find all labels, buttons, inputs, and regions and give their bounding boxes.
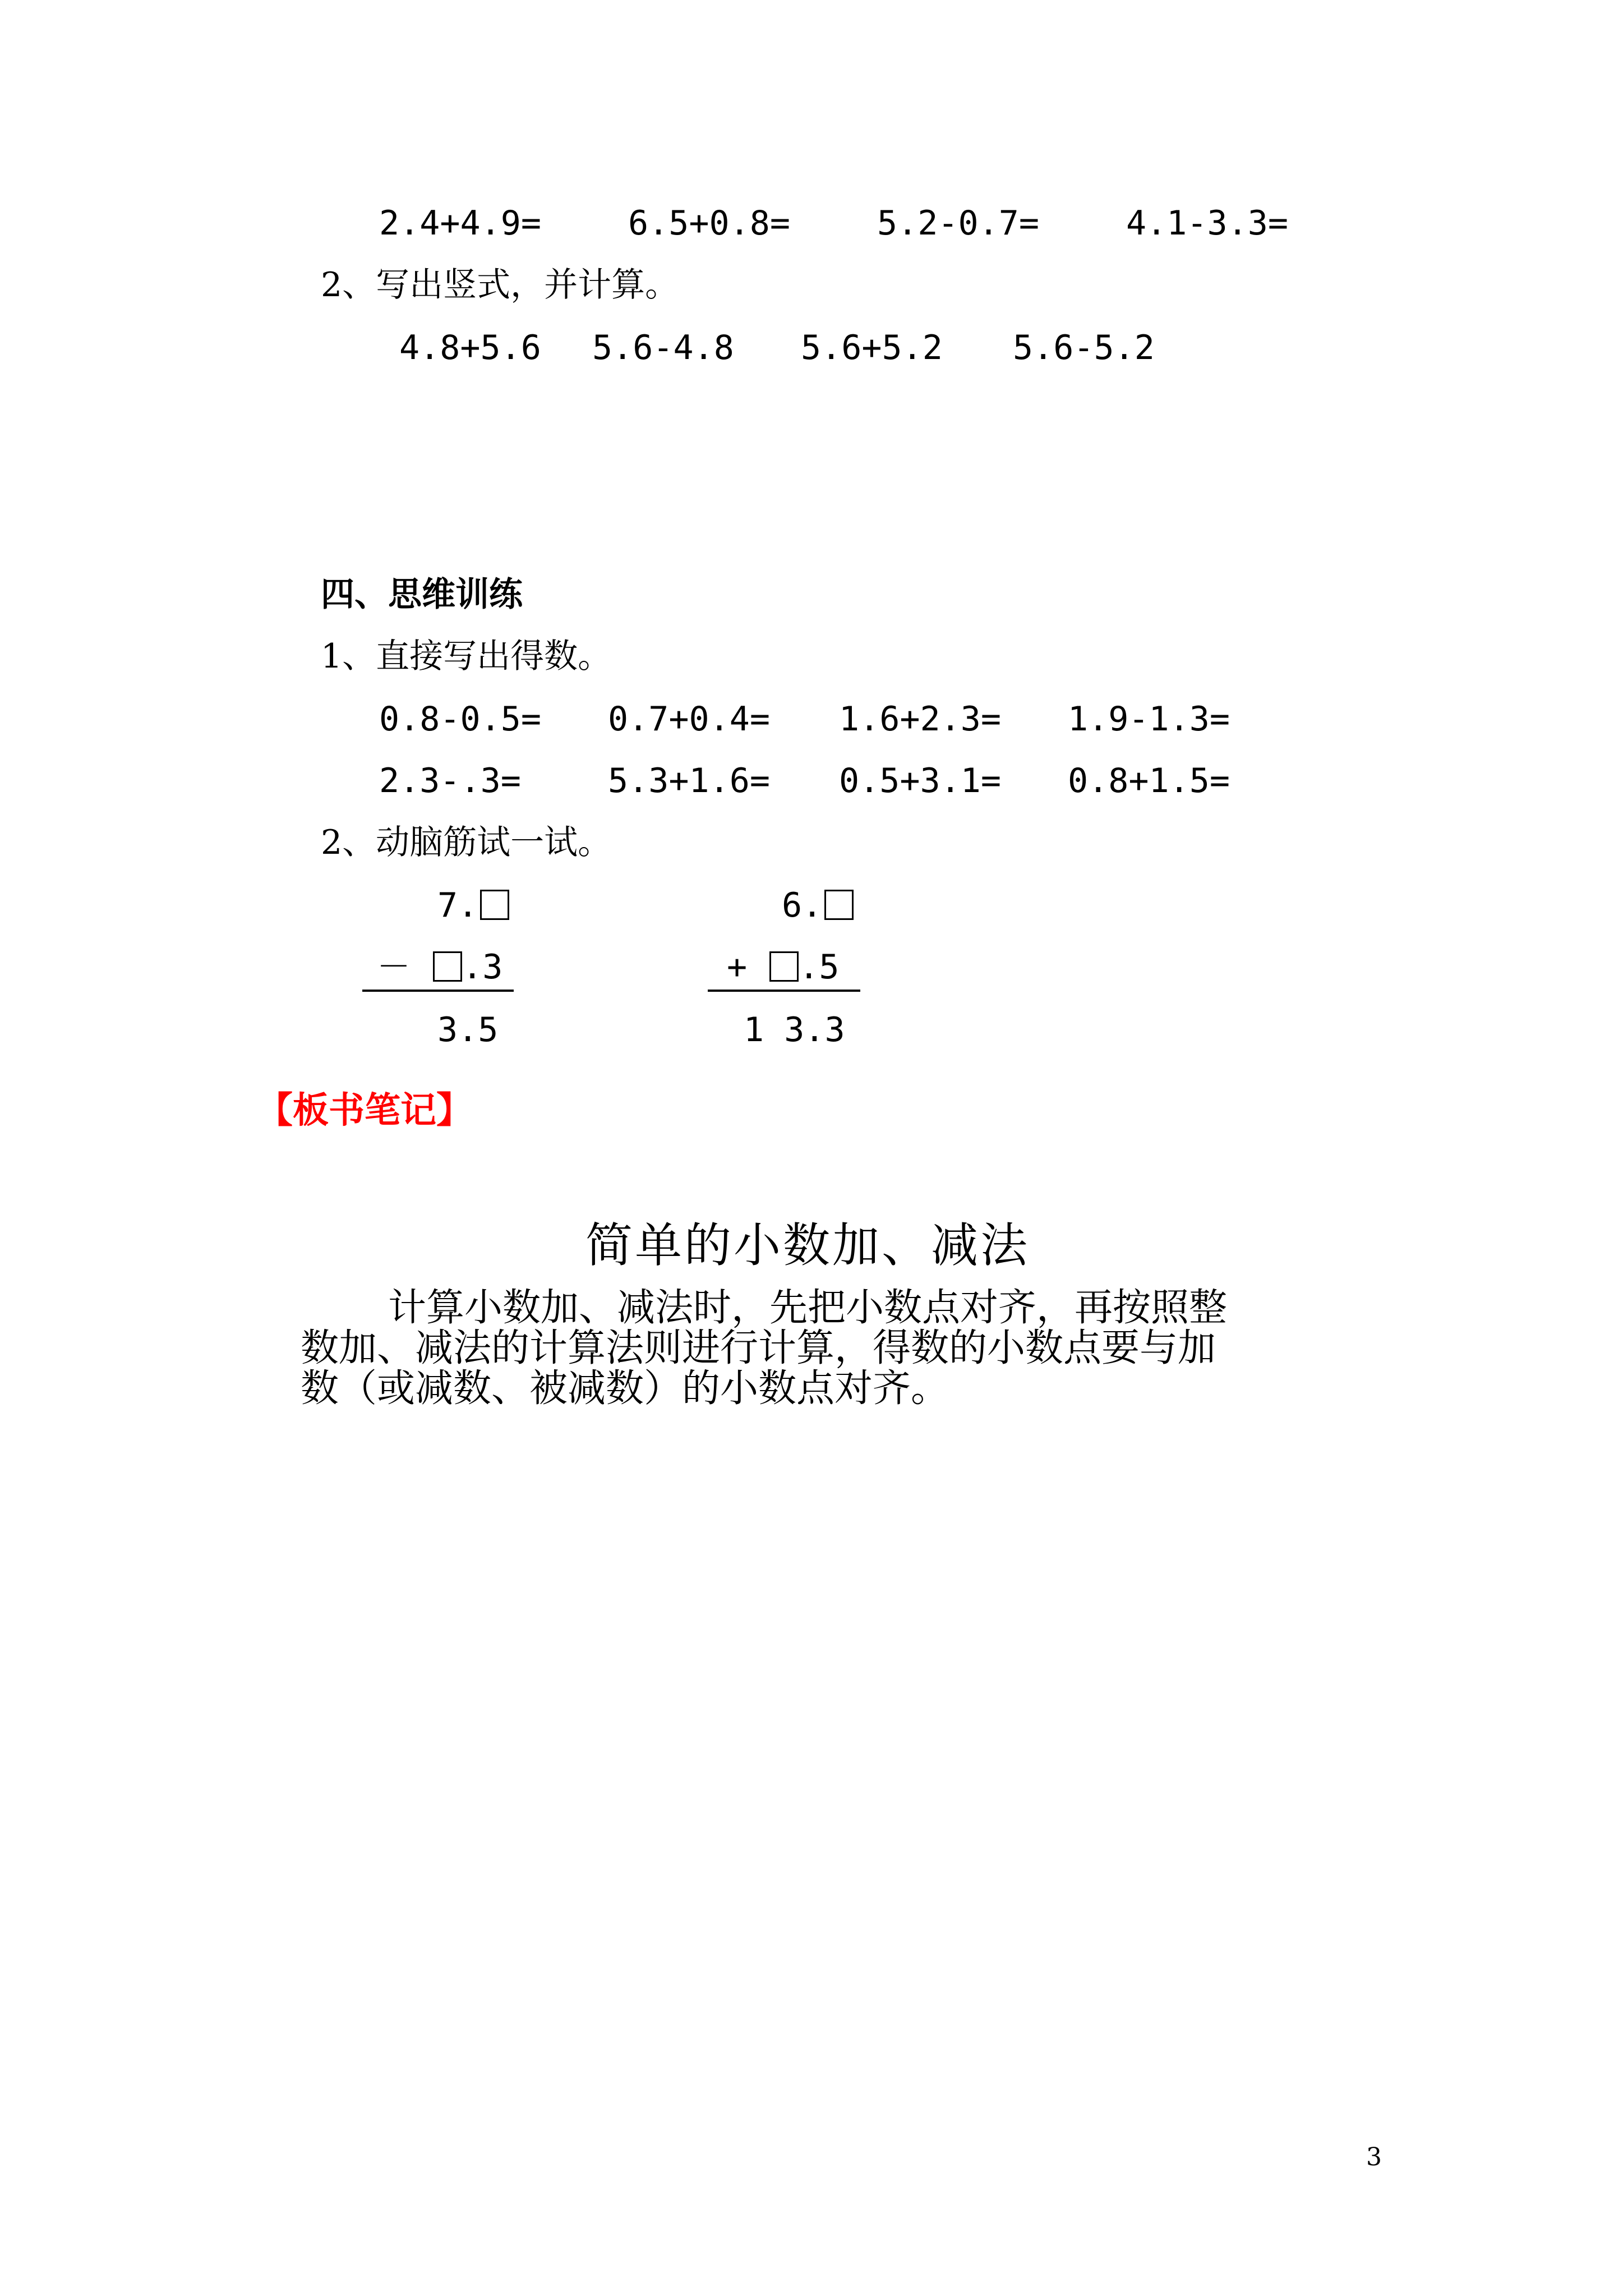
equation-rule <box>708 990 860 992</box>
exercise-item: 5.2-0.7= <box>877 204 1039 243</box>
notes-heading: 【板书笔记】 <box>257 1089 472 1131</box>
operator-sign: + <box>727 947 748 987</box>
exercise-item: 2.3-.3= <box>379 761 521 800</box>
exercise-item: 0.7+0.4= <box>608 700 770 739</box>
equation-rule <box>362 990 514 992</box>
board-line: 数（或减数、被减数）的小数点对齐。 <box>301 1366 949 1411</box>
puzzle-top <box>782 886 854 925</box>
puzzle-bottom-digits: .5 <box>799 947 840 987</box>
puzzle-bottom <box>377 947 503 987</box>
question-label: 2、动脑筋试一试。 <box>321 823 612 862</box>
exercise-item: 4.1-3.3= <box>1126 204 1288 243</box>
exercise-item: 1.6+2.3= <box>839 700 1001 739</box>
exercise-item: 5.6-4.8 <box>592 328 734 367</box>
board-line: 计算小数加、减法时，先把小数点对齐，再按照整 <box>388 1286 1228 1330</box>
board-title: 简单的小数加、减法 <box>585 1218 1030 1273</box>
exercise-item: 0.8+1.5= <box>1068 761 1230 800</box>
exercise-item: 0.5+3.1= <box>839 761 1001 800</box>
exercise-item: 5.6-5.2 <box>1013 328 1155 367</box>
puzzle-top-digits: 6. <box>782 886 823 925</box>
page-number: 3 <box>1366 2143 1382 2171</box>
exercise-item: 0.8-0.5= <box>379 700 541 739</box>
question-label: 1、直接写出得数。 <box>321 637 612 676</box>
puzzle-top <box>437 886 509 925</box>
exercise-item: 1.9-1.3= <box>1068 700 1230 739</box>
puzzle-bottom-digits: .3 <box>462 947 503 987</box>
puzzle-bottom <box>727 947 840 987</box>
exercise-item: 6.5+0.8= <box>628 204 790 243</box>
exercise-item: 5.3+1.6= <box>608 761 770 800</box>
exercise-item: 2.4+4.9= <box>379 204 541 243</box>
puzzle-result: 1 3.3 <box>744 1010 845 1050</box>
puzzle-result: 3.5 <box>437 1010 499 1050</box>
blank-box[interactable] <box>824 890 854 920</box>
puzzle-top-digits: 7. <box>437 886 478 925</box>
question-label: 2、写出竖式，并计算。 <box>321 265 679 305</box>
board-line: 数加、减法的计算法则进行计算，得数的小数点要与加 <box>301 1326 1216 1370</box>
section-heading: 四、思维训练 <box>321 575 523 614</box>
blank-box[interactable] <box>769 951 799 982</box>
exercise-item: 4.8+5.6 <box>399 328 541 367</box>
blank-box[interactable] <box>433 951 462 982</box>
blank-box[interactable] <box>480 890 509 920</box>
operator-sign: － <box>377 947 411 987</box>
exercise-item: 5.6+5.2 <box>801 328 943 367</box>
